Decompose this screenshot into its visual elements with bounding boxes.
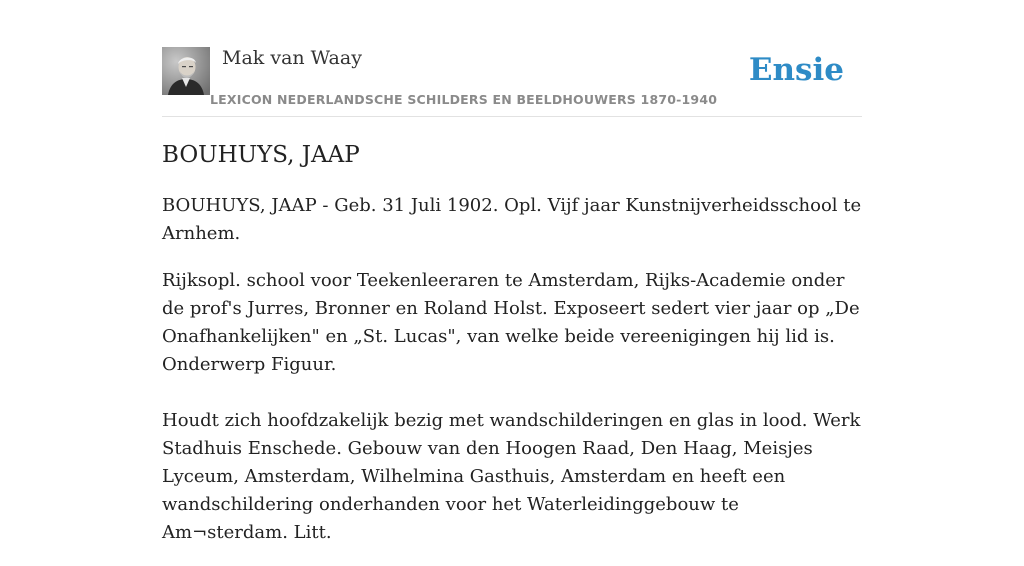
paragraph-intro: BOUHUYS, JAAP - Geb. 31 Juli 1902. Opl. Vijf jaar Kunstnijverheidsschool te Arnhem. bbox=[162, 195, 862, 244]
article-header bbox=[162, 46, 862, 117]
article-body bbox=[162, 192, 862, 566]
author-avatar[interactable] bbox=[162, 47, 210, 95]
article-title: BOUHUYS, JAAP bbox=[162, 142, 360, 168]
source-name[interactable]: LEXICON NEDERLANDSCHE SCHILDERS EN BEELDHOUWERS 1870-1940 bbox=[210, 92, 718, 107]
author-name[interactable]: Mak van Waay bbox=[222, 47, 362, 69]
portrait-image bbox=[162, 47, 210, 95]
paragraph-work: Houdt zich hoofdzakelijk bezig met wandschilderingen en glas in lood. Werk Stadhuis Enschede. Gebouw van den Hoogen Raad, Den Haag, Meisjes Lyceum, Amsterdam, Wilhelmina Gasthuis, Amsterdam en heeft een wandschildering onderhanden voor het Waterleidinggebouw te Am¬sterdam. Litt. bbox=[162, 410, 861, 543]
paragraph-education: Rijksopl. school voor Teekenleeraren te Amsterdam, Rijks-Academie onder de prof's Jurres, Bronner en Roland Holst. Exposeert sedert vier jaar op „De Onafhankelijken" en „St. Lucas", van welke beide vereenigingen hij lid is. Onderwerp Figuur. bbox=[162, 270, 860, 375]
ensie-logo[interactable]: Ensie bbox=[748, 52, 844, 88]
